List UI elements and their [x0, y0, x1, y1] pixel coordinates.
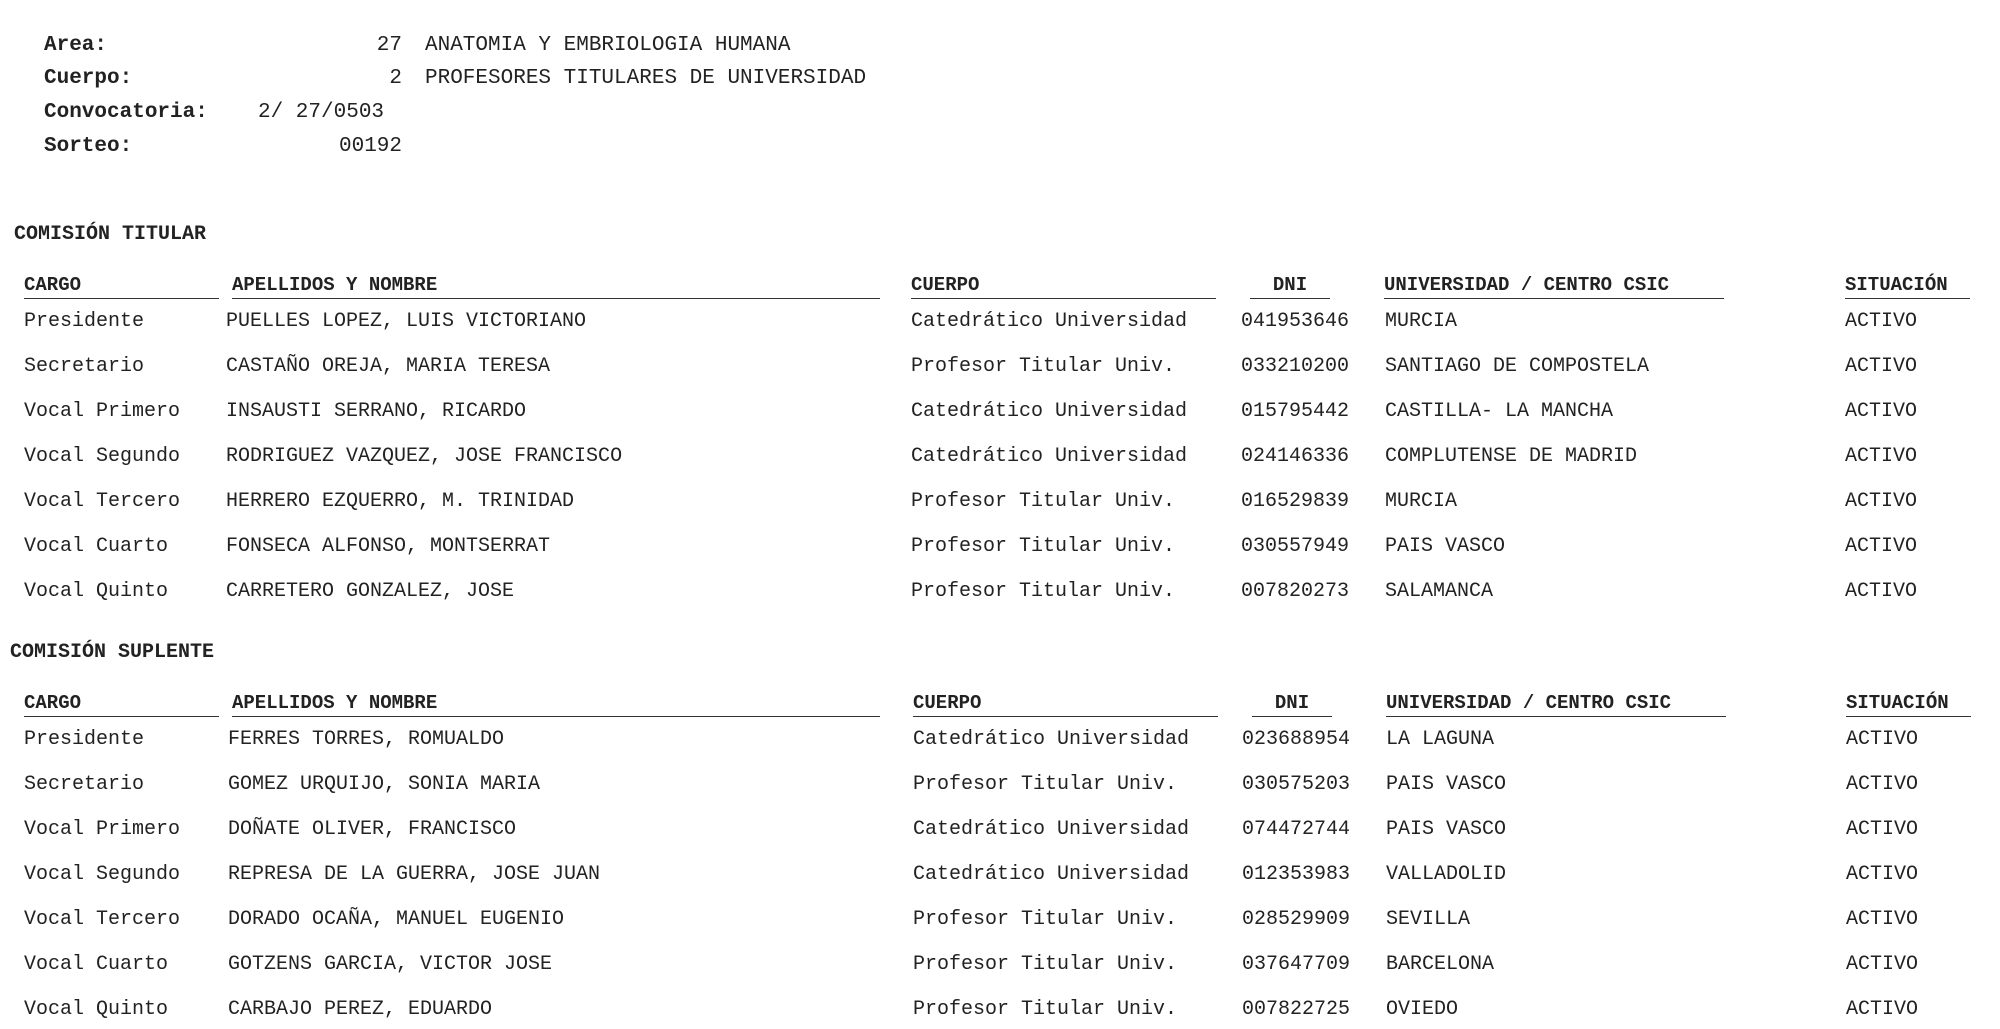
cell-dni: 041953646 — [1241, 310, 1350, 333]
suplente-title: COMISIÓN SUPLENTE — [10, 641, 215, 664]
col-cuerpo: CUERPO — [911, 274, 1216, 299]
cell-cuerpo: Profesor Titular Univ. — [911, 580, 1176, 603]
col-universidad: UNIVERSIDAD / CENTRO CSIC — [1386, 692, 1726, 717]
cell-dni: 024146336 — [1241, 445, 1350, 468]
cell-universidad: PAIS VASCO — [1386, 773, 1507, 796]
col-dni: DNI — [1252, 692, 1332, 717]
cell-cuerpo: Profesor Titular Univ. — [913, 998, 1178, 1021]
cell-nombre: FONSECA ALFONSO, MONTSERRAT — [226, 535, 551, 558]
cell-cargo: Vocal Cuarto — [24, 535, 169, 558]
cell-cuerpo: Profesor Titular Univ. — [911, 355, 1176, 378]
cell-dni: 007822725 — [1242, 998, 1351, 1021]
cell-cargo: Vocal Cuarto — [24, 953, 169, 976]
cell-situacion: ACTIVO — [1845, 355, 1918, 378]
cell-cargo: Vocal Segundo — [24, 445, 181, 468]
cell-nombre: INSAUSTI SERRANO, RICARDO — [226, 400, 527, 423]
cell-universidad: LA LAGUNA — [1386, 728, 1495, 751]
cell-cargo: Vocal Segundo — [24, 863, 181, 886]
cell-cargo: Vocal Primero — [24, 400, 181, 423]
cell-situacion: ACTIVO — [1845, 400, 1918, 423]
cell-dni: 028529909 — [1242, 908, 1351, 931]
cell-cargo: Secretario — [24, 773, 145, 796]
cell-universidad: BARCELONA — [1386, 953, 1495, 976]
cell-dni: 033210200 — [1241, 355, 1350, 378]
cell-nombre: REPRESA DE LA GUERRA, JOSE JUAN — [228, 863, 601, 886]
cell-nombre: GOMEZ URQUIJO, SONIA MARIA — [228, 773, 541, 796]
cell-universidad: SEVILLA — [1386, 908, 1471, 931]
cell-situacion: ACTIVO — [1846, 998, 1919, 1021]
cell-universidad: MURCIA — [1385, 310, 1458, 333]
cell-cargo: Vocal Primero — [24, 818, 181, 841]
cell-nombre: PUELLES LOPEZ, LUIS VICTORIANO — [226, 310, 587, 333]
cell-cargo: Presidente — [24, 310, 145, 333]
col-cuerpo: CUERPO — [913, 692, 1218, 717]
cell-situacion: ACTIVO — [1846, 953, 1919, 976]
cell-dni: 037647709 — [1242, 953, 1351, 976]
cell-situacion: ACTIVO — [1846, 773, 1919, 796]
col-situacion: SITUACIÓN — [1846, 692, 1971, 717]
col-nombre: APELLIDOS Y NOMBRE — [232, 274, 880, 299]
cell-dni: 015795442 — [1241, 400, 1350, 423]
cell-universidad: MURCIA — [1385, 490, 1458, 513]
area-label: Area: — [44, 34, 108, 57]
cell-cargo: Vocal Tercero — [24, 908, 181, 931]
col-universidad: UNIVERSIDAD / CENTRO CSIC — [1384, 274, 1724, 299]
sorteo-label: Sorteo: — [44, 135, 133, 158]
cell-nombre: CARBAJO PEREZ, EDUARDO — [228, 998, 493, 1021]
cell-nombre: CASTAÑO OREJA, MARIA TERESA — [226, 355, 551, 378]
cell-nombre: CARRETERO GONZALEZ, JOSE — [226, 580, 515, 603]
col-nombre: APELLIDOS Y NOMBRE — [232, 692, 880, 717]
cell-situacion: ACTIVO — [1845, 445, 1918, 468]
cell-cargo: Vocal Tercero — [24, 490, 181, 513]
cell-cuerpo: Profesor Titular Univ. — [913, 953, 1178, 976]
cuerpo-label: Cuerpo: — [44, 67, 133, 90]
convocatoria-value: 2/ 27/0503 — [258, 101, 385, 124]
cell-universidad: SANTIAGO DE COMPOSTELA — [1385, 355, 1650, 378]
cell-situacion: ACTIVO — [1845, 580, 1918, 603]
cell-dni: 007820273 — [1241, 580, 1350, 603]
cell-universidad: VALLADOLID — [1386, 863, 1507, 886]
cuerpo-name: PROFESORES TITULARES DE UNIVERSIDAD — [425, 67, 867, 90]
cell-cuerpo: Catedrático Universidad — [913, 728, 1190, 751]
cell-nombre: FERRES TORRES, ROMUALDO — [228, 728, 505, 751]
cell-dni: 016529839 — [1241, 490, 1350, 513]
cell-cuerpo: Catedrático Universidad — [913, 863, 1190, 886]
cell-situacion: ACTIVO — [1845, 310, 1918, 333]
cell-situacion: ACTIVO — [1846, 728, 1919, 751]
cell-situacion: ACTIVO — [1846, 818, 1919, 841]
cell-cargo: Presidente — [24, 728, 145, 751]
cell-cuerpo: Profesor Titular Univ. — [911, 490, 1176, 513]
cell-cargo: Vocal Quinto — [24, 998, 169, 1021]
cell-cargo: Secretario — [24, 355, 145, 378]
cell-cuerpo: Catedrático Universidad — [911, 400, 1188, 423]
cell-nombre: RODRIGUEZ VAZQUEZ, JOSE FRANCISCO — [226, 445, 623, 468]
col-cargo: CARGO — [24, 274, 219, 299]
cell-cuerpo: Catedrático Universidad — [911, 310, 1188, 333]
cell-cuerpo: Catedrático Universidad — [911, 445, 1188, 468]
col-situacion: SITUACIÓN — [1845, 274, 1970, 299]
cell-cuerpo: Catedrático Universidad — [913, 818, 1190, 841]
cell-universidad: PAIS VASCO — [1385, 535, 1506, 558]
cell-situacion: ACTIVO — [1846, 908, 1919, 931]
cell-nombre: GOTZENS GARCIA, VICTOR JOSE — [228, 953, 553, 976]
sorteo-value: 00192 — [338, 135, 402, 158]
cell-cuerpo: Profesor Titular Univ. — [913, 908, 1178, 931]
cell-dni: 030557949 — [1241, 535, 1350, 558]
cell-cuerpo: Profesor Titular Univ. — [913, 773, 1178, 796]
col-cargo: CARGO — [24, 692, 219, 717]
cell-universidad: OVIEDO — [1386, 998, 1459, 1021]
area-code: 27 — [376, 34, 402, 57]
cell-universidad: PAIS VASCO — [1386, 818, 1507, 841]
cell-nombre: DORADO OCAÑA, MANUEL EUGENIO — [228, 908, 565, 931]
col-dni: DNI — [1250, 274, 1330, 299]
cell-dni: 074472744 — [1242, 818, 1351, 841]
cell-situacion: ACTIVO — [1845, 535, 1918, 558]
convocatoria-label: Convocatoria: — [44, 101, 208, 124]
cell-dni: 012353983 — [1242, 863, 1351, 886]
cell-situacion: ACTIVO — [1846, 863, 1919, 886]
cuerpo-code: 2 — [389, 67, 402, 90]
titular-title: COMISIÓN TITULAR — [14, 223, 207, 246]
cell-nombre: DOÑATE OLIVER, FRANCISCO — [228, 818, 517, 841]
cell-cargo: Vocal Quinto — [24, 580, 169, 603]
cell-universidad: COMPLUTENSE DE MADRID — [1385, 445, 1638, 468]
cell-situacion: ACTIVO — [1845, 490, 1918, 513]
cell-dni: 023688954 — [1242, 728, 1351, 751]
cell-cuerpo: Profesor Titular Univ. — [911, 535, 1176, 558]
area-name: ANATOMIA Y EMBRIOLOGIA HUMANA — [425, 34, 791, 57]
cell-nombre: HERRERO EZQUERRO, M. TRINIDAD — [226, 490, 575, 513]
cell-universidad: SALAMANCA — [1385, 580, 1494, 603]
cell-universidad: CASTILLA- LA MANCHA — [1385, 400, 1614, 423]
cell-dni: 030575203 — [1242, 773, 1351, 796]
